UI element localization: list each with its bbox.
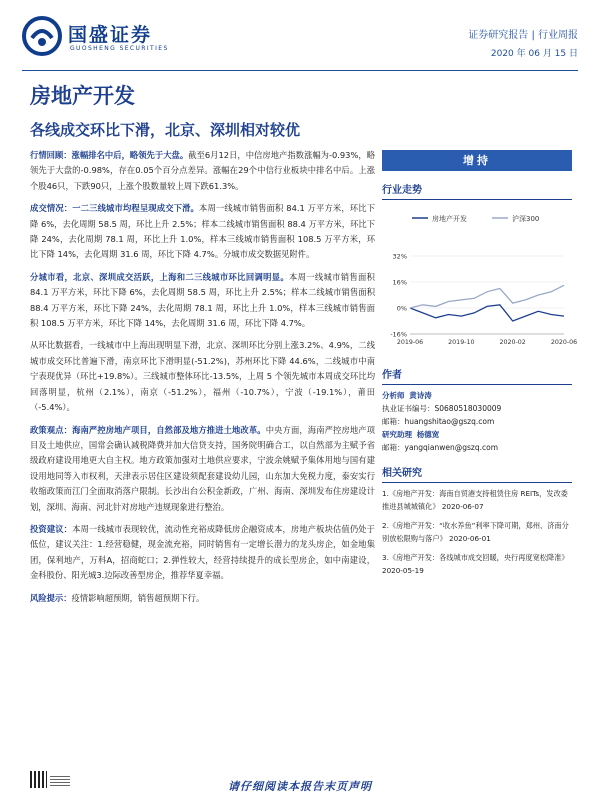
footer-disclaimer: 请仔细阅读本报告末页声明	[228, 780, 372, 793]
logo-text: 国盛证券	[68, 24, 153, 46]
y-tick-label: 16%	[392, 278, 407, 287]
series-line	[410, 285, 564, 308]
author-1: 分析师 黄诗涛	[382, 391, 432, 400]
rating-badge: 增持	[382, 150, 572, 171]
author-section-title: 作者	[382, 366, 572, 385]
author-2-email: 邮箱：yangqianwen@gszq.com	[382, 443, 499, 452]
main-content	[30, 148, 375, 613]
report-subtitle: 各线成交环比下滑，北京、深圳相对较优	[30, 121, 301, 139]
author-1-cert: 执业证书编号：S0680518030009	[382, 404, 502, 413]
x-tick-label: 2020-02	[499, 339, 526, 346]
x-tick-label: 2019-10	[448, 339, 475, 346]
paragraph-by-city: 分城市看，北京、深圳成交活跃，上海和二三线城市环比回调明显。本周一线城市销售面积 84.1 万平方米，环比下降 6%，去化周期 58.5 周，环比上升 2.5%；样本二线城市销售面积 88.4 万平方米，环比下降 24%，去化周期 78.1 周，环比上升 1.0%，样本三线城市销售面积 108.5 万平方米，环比下降 14%，去化周期 31.6 周，环比下降 4.7%。	[30, 271, 375, 329]
y-tick-label: 32%	[392, 252, 407, 261]
paragraph-investment: 投资建议：本周一线城市表现较优，流动性充裕成降低房企融资成本，房地产板块估值仍处于低位，建议关注：1.经营稳健，现金流充裕，同时销售有一定增长潜力的龙头房企，如金地集团，保利地产，万科A，招商蛇口；2.弹性较大，经营持续提升的成长型房企，如中南建设，金科股份、阳光城3.边际改善型房企，推荐华夏幸福。	[30, 523, 375, 581]
trend-chart-svg	[382, 206, 578, 356]
related-section-title: 相关研究	[382, 464, 572, 483]
report-date: 2020 年 06 月 15 日	[490, 49, 578, 59]
trend-chart	[382, 206, 578, 356]
y-tick-label: -16%	[390, 330, 407, 339]
related-item[interactable]: 2.《房地产开发：“收水养鱼”利率下降可期，郑州、济南分别放松限购与落户》 2020-06-01	[382, 521, 569, 543]
logo-subtext: GUOSHENG SECURITIES	[70, 45, 169, 52]
paragraph-transactions: 成交情况：一二三线城市均程呈现成交下滑。本周一线城市销售面积 84.1 万平方米，环比下降 6%，去化周期 58.5 周，环比上升 2.5%；样本二线城市销售面积 88.4 万平方米，环比下降 24%，去化周期 78.1 周，环比上升 1.0%，样本三线城市销售面积 108.5 万平方米，环比下降 14%，去化周期 31.6 周，环比下降 4.7%。分城市成交数据见附件。	[30, 203, 375, 260]
legend-label: 房地产开发	[432, 215, 467, 223]
related-item[interactable]: 3.《房地产开发：各线城市成交回暖，央行再度宽松降准》 2020-05-19	[382, 553, 569, 575]
header-divider	[22, 70, 578, 71]
legend-label: 沪深300	[512, 215, 540, 223]
paragraph-market-review: 行情回顾：涨幅排名中后，略领先于大盘。截至6月12日，中信房地产指数涨幅为-0.93%，略领先于大盘的-0.98%，存在0.05个百分点差异。涨幅在29个中信行业板块中排名中后。上涨个股46只，下跌90只，上涨个股数量较上周下跌61.3%。	[30, 150, 375, 191]
paragraph-mom-data: 从环比数据看，一线城市中上海出现明显下滑，北京、深圳环比分别上涨3.2%、4.9%，二线城市成交环比普遍下滑，南京环比下滑明显(-51.2%)，苏州环比下降 44.6%，二线城市中南宁表现优异（环比+19.8%）。三线城市整体环比-13.5%，上周 5 个领先城市本周成交环比均回落明显，杭州（2.1%），南京（-51.2%），福州（-10.7%），宁波（-19.1%），莆田（-5.4%）。	[30, 340, 375, 413]
x-tick-label: 2019-06	[396, 339, 424, 346]
y-tick-label: 0%	[396, 304, 407, 313]
related-item[interactable]: 1.《房地产开发：海南自贸港支持租赁住房 REITs，发改委推进县城城镇化》 2020-06-07	[382, 489, 568, 511]
paragraph-risk: 风险提示：疫情影响超预期，销售超预期下行。	[30, 592, 205, 603]
author-2: 研究助理 杨德宽	[382, 430, 440, 439]
paragraph-policy: 政策观点：海南严控房地产项目，自然部及地方推进土地改革。中央方面，海南严控房地产项目及土地供应，国常会确认减税降费并加大信贷支持，国务院明确合工，以自然部为主赋予省级政府建设用地更大自主权。地方政策加强对土地供应要求，宁波余姚赋予集体用地与国有建设用地同等入市权利，天津表示居住区建设须配套建设幼儿园，山东加大免税力度，泰安实行收缩政策而江门全面取消落户限制。长沙出台公积金新政，广州、海南、深圳发布住房建设计划，深圳、海南、河北针对房地产违规现象进行整治。	[30, 424, 375, 512]
x-tick-label: 2020-06	[550, 339, 578, 346]
company-logo	[22, 14, 182, 58]
series-line	[410, 305, 564, 321]
report-type: 证券研究报告 | 行业周报	[468, 30, 578, 41]
logo-emblem-icon	[22, 16, 62, 56]
author-1-email: 邮箱：huangshitao@gszq.com	[382, 417, 495, 426]
trend-section-title: 行业走势	[382, 181, 572, 200]
sidebar	[382, 150, 578, 583]
page-title: 房地产开发	[30, 83, 135, 108]
